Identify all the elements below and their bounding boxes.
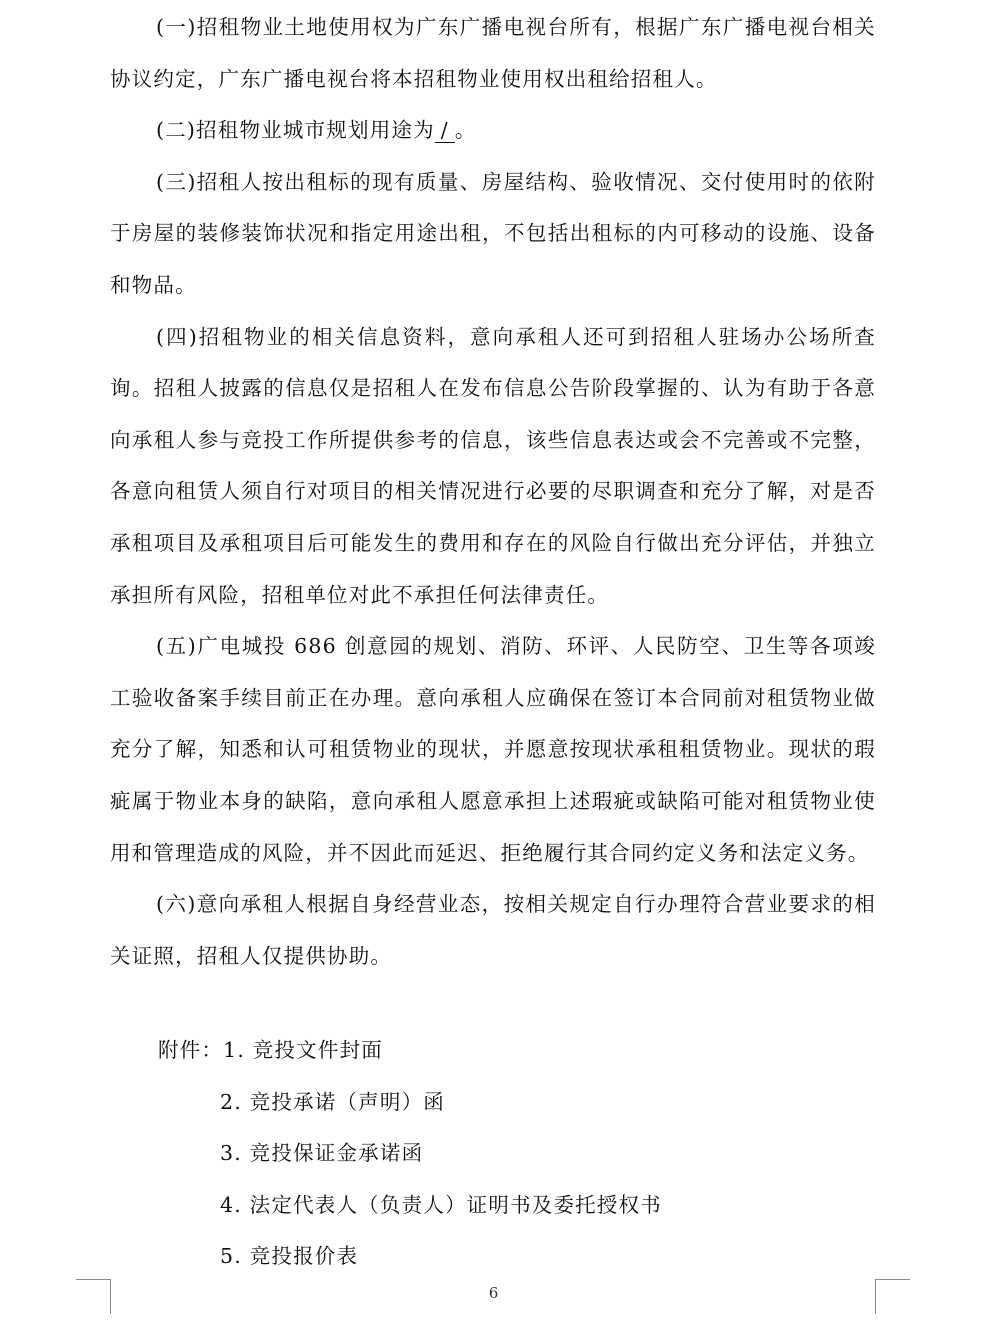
paragraph-2-text: (二)招租物业城市规划用途为 (156, 118, 435, 143)
paragraph-4: (四)招租物业的相关信息资料，意向承租人还可到招租人驻场办公场所查询。招租人披露的信息仅是招租人在发布信息公告阶段掌握的、认为有助于各意向承租人参与竞投工作所提供参考的信息，该些信息表达或会不完善或不完整，各意向租赁人须自行对项目的相关情况进行必要的尽职调查和充分了解，对是否承租项目及承租项目后可能发生的费用和存在的风险自行做出充分评估，并独立承担所有风险，招租单位对此不承担任何法律责任。 (110, 324, 876, 607)
attachment-item: 4. 法定代表人（负责人）证明书及委托授权书 (220, 1192, 662, 1217)
paragraph-5: (五)广电城投 686 创意园的规划、消防、环评、人民防空、卫生等各项竣工验收备案手续目前正在办理。意向承租人应确保在签订本合同前对租赁物业做充分了解，知悉和认可租赁物业的现状，并愿意按现状承租租赁物业。现状的瑕疵属于物业本身的缺陷，意向承租人愿意承担上述瑕疵或缺陷可能对租赁物业使用和管理造成的风险，并不因此而延迟、拒绝履行其合同约定义务和法定义务。 (110, 634, 876, 865)
page-number: 6 (488, 1284, 499, 1302)
attachments-list (158, 1025, 662, 1269)
planning-use-value: / (435, 119, 455, 143)
attachment-item: 5. 竞投报价表 (220, 1244, 359, 1269)
attachment-row-1 (158, 1025, 383, 1077)
attachment-item: 3. 竞投保证金承诺函 (220, 1141, 424, 1166)
paragraph-2 (110, 105, 876, 157)
paragraph-6: (六)意向承租人根据自身经营业态，按相关规定自行办理符合营业要求的相关证照，招租人仅提供协助。 (110, 892, 876, 968)
attachments-label: 附件： (158, 1038, 224, 1062)
paragraph-1: (一)招租物业土地使用权为广东广播电视台所有，根据广东广播电视台相关协议约定，广东广播电视台将本招租物业使用权出租给招租人。 (110, 15, 876, 91)
paragraph-2-end: 。 (454, 118, 477, 143)
attachment-item: 1. 竞投文件封面 (223, 1038, 383, 1062)
body-text (110, 2, 876, 982)
attachment-item: 2. 竞投承诺（声明）函 (220, 1089, 445, 1114)
paragraph-3: (三)招租人按出租标的现有质量、房屋结构、验收情况、交付使用时的依附于房屋的装修装饰状况和指定用途出租，不包括出租标的内可移动的设施、设备和物品。 (110, 169, 876, 297)
